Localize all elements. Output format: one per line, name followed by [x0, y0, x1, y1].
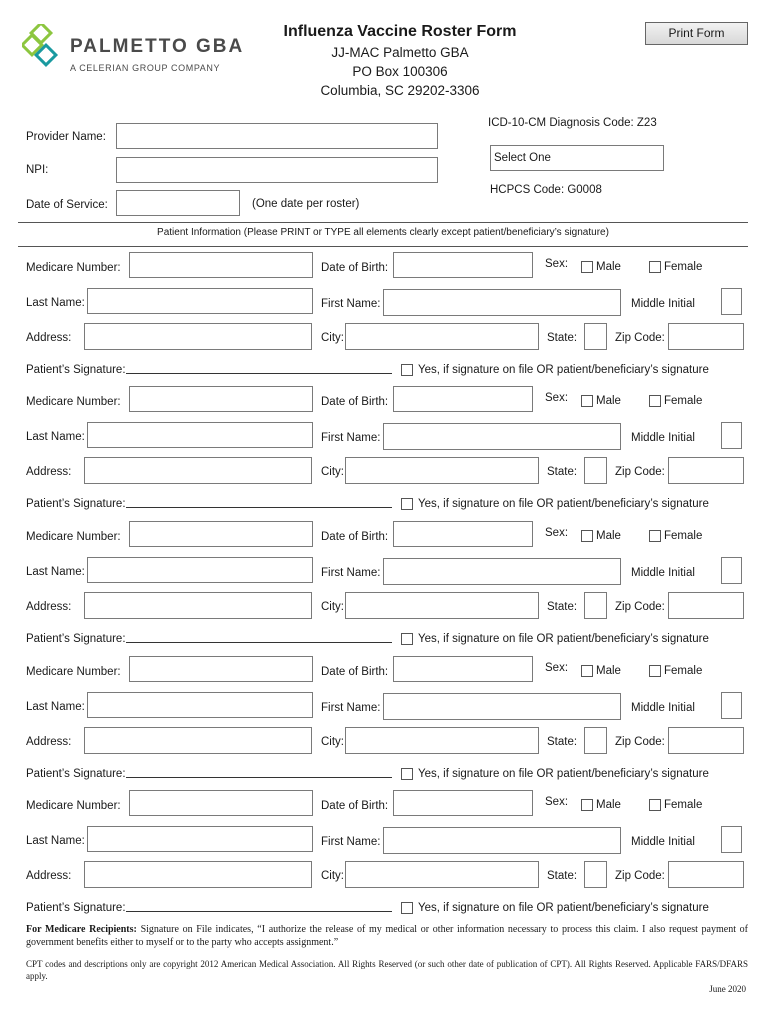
sex-female-label: Female	[664, 261, 703, 273]
date-of-birth-field[interactable]	[393, 790, 533, 816]
zip-code-field[interactable]	[668, 861, 744, 888]
address-label: Address:	[26, 601, 72, 613]
provider-name-label: Provider Name:	[26, 131, 106, 143]
state-label: State:	[547, 332, 578, 344]
logo-tagline: A CELERIAN GROUP COMPANY	[70, 63, 221, 73]
middle-initial-field[interactable]	[721, 288, 742, 315]
sex-male-checkbox[interactable]	[581, 530, 593, 542]
sex-label: Sex:	[545, 392, 569, 404]
patient-signature-label: Patient’s Signature:	[26, 498, 126, 510]
address-field[interactable]	[84, 592, 312, 619]
address-line-2: PO Box 100306	[352, 64, 448, 79]
middle-initial-field[interactable]	[721, 557, 742, 584]
sex-female-label: Female	[664, 665, 703, 677]
first-name-label: First Name:	[321, 432, 381, 444]
sex-female-checkbox[interactable]	[649, 261, 661, 273]
medicare-number-field[interactable]	[129, 252, 313, 278]
last-name-label: Last Name:	[26, 297, 85, 309]
medicare-recipients-label: For Medicare Recipients:	[26, 924, 137, 935]
first-name-label: First Name:	[321, 702, 381, 714]
zip-code-label: Zip Code:	[615, 466, 665, 478]
address-line-3: Columbia, SC 29202-3306	[320, 83, 480, 98]
divider-heading	[18, 246, 748, 247]
sex-male-label: Male	[596, 395, 621, 407]
sex-female-checkbox[interactable]	[649, 395, 661, 407]
signature-on-file-label: Yes, if signature on file OR patient/beneficiary’s signature	[418, 902, 709, 914]
date-of-service-field[interactable]	[116, 190, 240, 216]
address-field[interactable]	[84, 457, 312, 484]
first-name-label: First Name:	[321, 836, 381, 848]
signature-on-file-checkbox[interactable]	[401, 498, 413, 510]
sex-male-checkbox[interactable]	[581, 395, 593, 407]
signature-on-file-label: Yes, if signature on file OR patient/beneficiary’s signature	[418, 498, 709, 510]
signature-on-file-checkbox[interactable]	[401, 902, 413, 914]
icd-code: ICD-10-CM Diagnosis Code: Z23	[488, 117, 657, 129]
medicare-number-field[interactable]	[129, 790, 313, 816]
patient-signature-label: Patient’s Signature:	[26, 768, 126, 780]
signature-on-file-checkbox[interactable]	[401, 633, 413, 645]
last-name-label: Last Name:	[26, 431, 85, 443]
medicare-number-field[interactable]	[129, 656, 313, 682]
last-name-label: Last Name:	[26, 701, 85, 713]
address-label: Address:	[26, 466, 72, 478]
npi-label: NPI:	[26, 164, 49, 176]
one-date-note: (One date per roster)	[252, 198, 360, 210]
sex-male-label: Male	[596, 665, 621, 677]
npi-field[interactable]	[116, 157, 438, 183]
hcpcs-code: HCPCS Code: G0008	[490, 184, 602, 196]
state-label: State:	[547, 601, 578, 613]
sex-male-label: Male	[596, 799, 621, 811]
city-field[interactable]	[345, 592, 539, 619]
signature-on-file-checkbox[interactable]	[401, 768, 413, 780]
cpt-notice: CPT codes and descriptions only are copyright 2012 American Medical Association. All Rights Reserved (or such other date of publication of CPT). All Rights Reserved. Applicable FARS/DFARS apply.	[26, 959, 748, 981]
zip-code-label: Zip Code:	[615, 601, 665, 613]
patient-signature-line[interactable]	[126, 642, 392, 643]
sex-female-checkbox[interactable]	[649, 665, 661, 677]
sex-male-checkbox[interactable]	[581, 665, 593, 677]
medicare-number-label: Medicare Number:	[26, 531, 121, 543]
city-label: City:	[321, 601, 344, 613]
sex-label: Sex:	[545, 662, 569, 674]
last-name-label: Last Name:	[26, 835, 85, 847]
logo-mark-icon	[22, 24, 66, 70]
first-name-field[interactable]	[383, 423, 621, 450]
last-name-field[interactable]	[87, 692, 313, 718]
middle-initial-label: Middle Initial	[631, 702, 695, 714]
address-field[interactable]	[84, 727, 312, 754]
first-name-field[interactable]	[383, 558, 621, 585]
date-of-birth-label: Date of Birth:	[321, 262, 389, 274]
city-label: City:	[321, 466, 344, 478]
middle-initial-field[interactable]	[721, 422, 742, 449]
state-field[interactable]	[584, 457, 607, 484]
zip-code-label: Zip Code:	[615, 332, 665, 344]
last-name-label: Last Name:	[26, 566, 85, 578]
signature-on-file-label: Yes, if signature on file OR patient/beneficiary’s signature	[418, 633, 709, 645]
sex-male-checkbox[interactable]	[581, 799, 593, 811]
date-of-birth-field[interactable]	[393, 386, 533, 412]
divider-top	[18, 222, 748, 223]
patient-signature-line[interactable]	[126, 507, 392, 508]
middle-initial-label: Middle Initial	[631, 567, 695, 579]
sex-female-label: Female	[664, 530, 703, 542]
city-field[interactable]	[345, 861, 539, 888]
state-field[interactable]	[584, 592, 607, 619]
patient-signature-label: Patient’s Signature:	[26, 364, 126, 376]
date-of-birth-field[interactable]	[393, 521, 533, 547]
signature-on-file-label: Yes, if signature on file OR patient/beneficiary’s signature	[418, 364, 709, 376]
state-field[interactable]	[584, 861, 607, 888]
zip-code-field[interactable]	[668, 727, 744, 754]
sex-male-label: Male	[596, 261, 621, 273]
date-of-service-label: Date of Service:	[26, 199, 108, 211]
city-label: City:	[321, 736, 344, 748]
sex-male-checkbox[interactable]	[581, 261, 593, 273]
first-name-label: First Name:	[321, 567, 381, 579]
last-name-field[interactable]	[87, 826, 313, 852]
medicare-number-label: Medicare Number:	[26, 262, 121, 274]
patient-signature-line[interactable]	[126, 373, 392, 374]
address-label: Address:	[26, 736, 72, 748]
state-label: State:	[547, 870, 578, 882]
provider-name-field[interactable]	[116, 123, 438, 149]
date-of-birth-label: Date of Birth:	[321, 800, 389, 812]
zip-code-field[interactable]	[668, 457, 744, 484]
sex-female-label: Female	[664, 395, 703, 407]
zip-code-label: Zip Code:	[615, 736, 665, 748]
middle-initial-label: Middle Initial	[631, 432, 695, 444]
date-of-birth-field[interactable]	[393, 656, 533, 682]
state-field[interactable]	[584, 727, 607, 754]
medicare-recipients-text: Signature on File indicates, “I authorize the release of my medical or other information necessary to process this claim. I also request payment of government benefits either to myself or to the party who accepts assignment.”	[26, 924, 749, 948]
sex-female-label: Female	[664, 799, 703, 811]
medicare-number-field[interactable]	[129, 521, 313, 547]
patient-signature-line[interactable]	[126, 911, 392, 912]
first-name-label: First Name:	[321, 298, 381, 310]
form-title: Influenza Vaccine Roster Form	[283, 23, 517, 40]
address-label: Address:	[26, 870, 72, 882]
address-field[interactable]	[84, 861, 312, 888]
zip-code-field[interactable]	[668, 323, 744, 350]
medicare-number-field[interactable]	[129, 386, 313, 412]
sex-label: Sex:	[545, 258, 569, 270]
date-of-birth-label: Date of Birth:	[321, 666, 389, 678]
palmetto-gba-logo	[22, 24, 252, 80]
sex-label: Sex:	[545, 527, 569, 539]
city-field[interactable]	[345, 727, 539, 754]
diagnosis-select-value: Select One	[494, 152, 551, 164]
diagnosis-select[interactable]	[490, 145, 664, 171]
address-label: Address:	[26, 332, 72, 344]
middle-initial-label: Middle Initial	[631, 298, 695, 310]
form-date: June 2020	[709, 984, 746, 994]
sex-female-checkbox[interactable]	[649, 530, 661, 542]
state-label: State:	[547, 736, 578, 748]
state-field[interactable]	[584, 323, 607, 350]
last-name-field[interactable]	[87, 557, 313, 583]
zip-code-field[interactable]	[668, 592, 744, 619]
patient-info-heading: Patient Information (Please PRINT or TYPE all elements clearly except patient/beneficiary’s signature)	[157, 227, 609, 238]
middle-initial-label: Middle Initial	[631, 836, 695, 848]
last-name-field[interactable]	[87, 288, 313, 314]
state-label: State:	[547, 466, 578, 478]
middle-initial-field[interactable]	[721, 692, 742, 719]
first-name-field[interactable]	[383, 693, 621, 720]
address-line-1: JJ-MAC Palmetto GBA	[331, 45, 469, 60]
date-of-birth-label: Date of Birth:	[321, 396, 389, 408]
signature-on-file-checkbox[interactable]	[401, 364, 413, 376]
patient-signature-line[interactable]	[126, 777, 392, 778]
date-of-birth-label: Date of Birth:	[321, 531, 389, 543]
patient-signature-label: Patient’s Signature:	[26, 633, 126, 645]
middle-initial-field[interactable]	[721, 826, 742, 853]
city-label: City:	[321, 870, 344, 882]
sex-label: Sex:	[545, 796, 569, 808]
first-name-field[interactable]	[383, 289, 621, 316]
signature-on-file-label: Yes, if signature on file OR patient/beneficiary’s signature	[418, 768, 709, 780]
medicare-number-label: Medicare Number:	[26, 396, 121, 408]
sex-female-checkbox[interactable]	[649, 799, 661, 811]
city-label: City:	[321, 332, 344, 344]
last-name-field[interactable]	[87, 422, 313, 448]
city-field[interactable]	[345, 323, 539, 350]
patient-signature-label: Patient’s Signature:	[26, 902, 126, 914]
date-of-birth-field[interactable]	[393, 252, 533, 278]
print-form-button[interactable]: Print Form	[645, 22, 748, 45]
zip-code-label: Zip Code:	[615, 870, 665, 882]
logo-name: PALMETTO GBA	[70, 36, 245, 57]
address-field[interactable]	[84, 323, 312, 350]
medicare-recipients-note	[26, 923, 748, 949]
sex-male-label: Male	[596, 530, 621, 542]
medicare-number-label: Medicare Number:	[26, 666, 121, 678]
first-name-field[interactable]	[383, 827, 621, 854]
medicare-number-label: Medicare Number:	[26, 800, 121, 812]
city-field[interactable]	[345, 457, 539, 484]
